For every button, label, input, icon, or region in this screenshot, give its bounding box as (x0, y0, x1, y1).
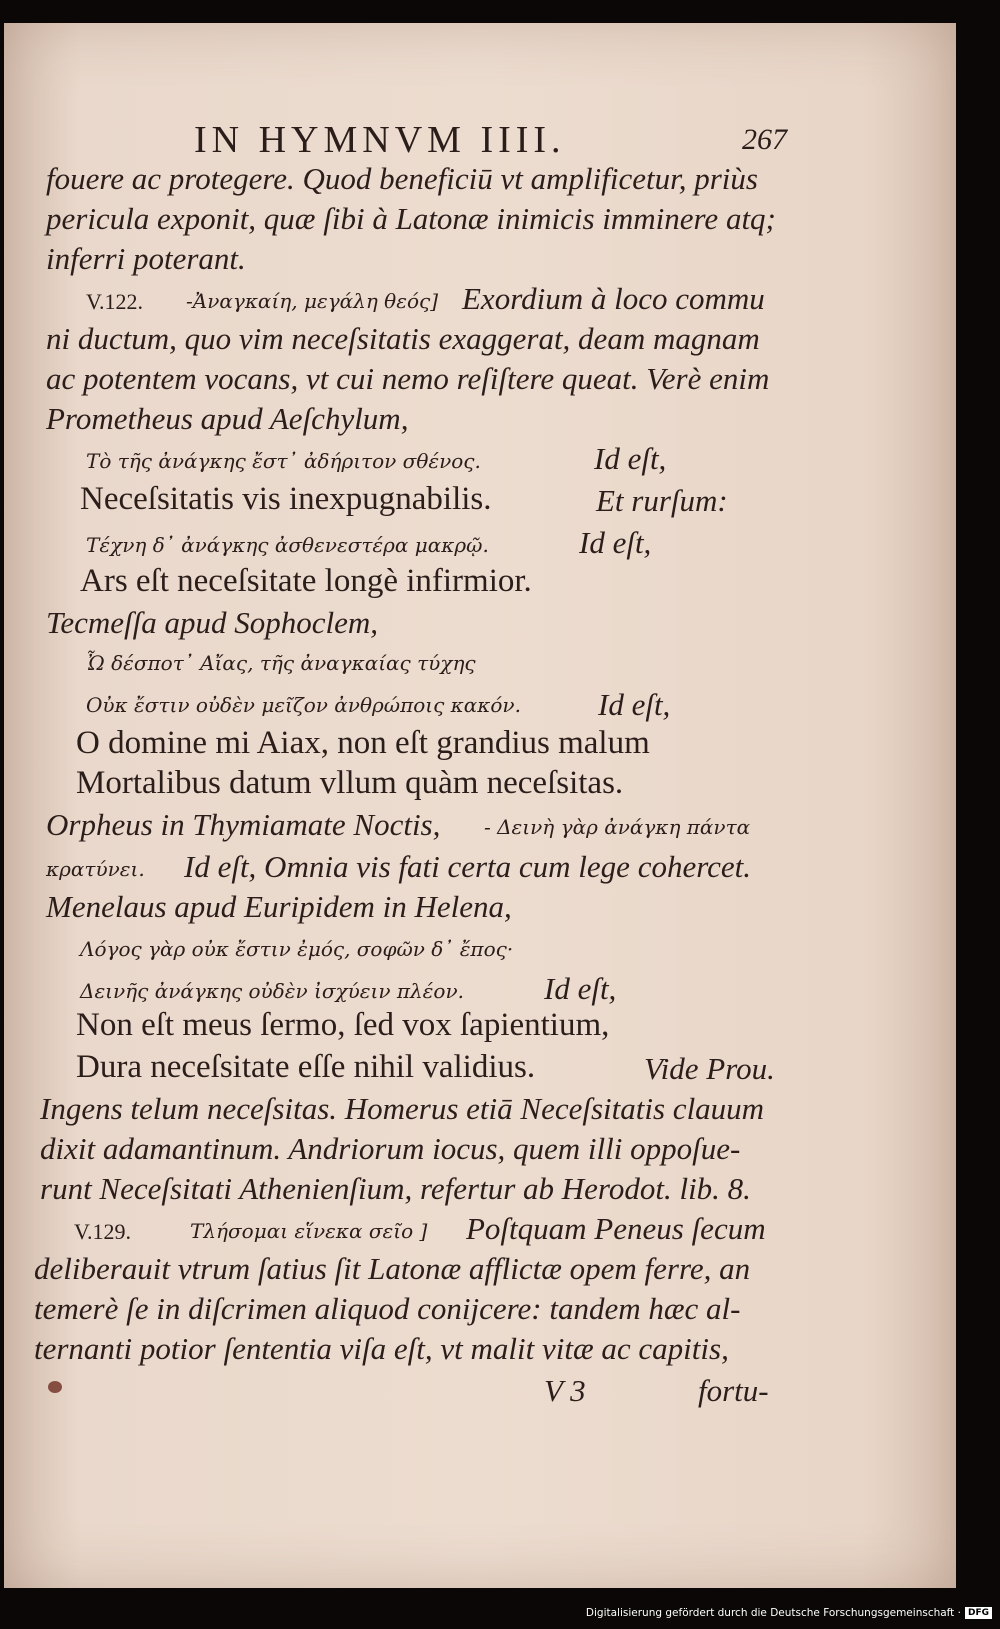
text-line: ni ductum, quo vim neceſsitatis exaggerat, deam magnam (46, 321, 760, 356)
text-line: Orpheus in Thymiamate Noctis, (46, 807, 441, 842)
greek-quotation: Λόγος γὰρ οὐκ ἔστιν ἐμός, σοφῶν δ᾽ ἔπος· (80, 937, 514, 961)
dfg-logo: DFG (965, 1607, 992, 1619)
greek-quotation: Τέχνη δ᾽ ἀνάγκης ἀσθενεστέρα μακρῷ. (86, 533, 489, 557)
latin-translation: Dura neceſsitate eſſe nihil validius. (76, 1049, 536, 1085)
greek-quotation: - Δεινὴ γὰρ ἀνάγκη πάντα (484, 815, 751, 839)
id-est-marker: Id eſt, (544, 971, 617, 1006)
page-number: 267 (742, 123, 787, 156)
greek-lemma: -Ἀναγκαίη, μεγάλη θεός] (186, 289, 439, 313)
verse-reference: V.129. (74, 1219, 132, 1244)
id-est-marker: Id eſt, (594, 441, 667, 476)
text-line: Menelaus apud Euripidem in Helena, (46, 889, 512, 924)
text-line: Id eſt, Omnia vis fati certa cum lege cohercet. (184, 849, 752, 884)
text-line: Et rurſum: (596, 483, 728, 518)
latin-translation: Mortalibus datum vllum quàm neceſsitas. (76, 765, 624, 801)
latin-translation: Ars eſt neceſsitate longè infirmior. (80, 563, 532, 599)
digitization-credit: Digitalisierung gefördert durch die Deutsche Forschungsgemeinschaft · (585, 1607, 961, 1619)
latin-translation: O domine mi Aiax, non eſt grandius malum (76, 725, 650, 761)
text-line: deliberauit vtrum ſatius ſit Latonæ afflictæ opem ferre, an (34, 1251, 751, 1286)
running-head: IN HYMNVM IIII. (194, 119, 566, 161)
catchword: fortu- (698, 1373, 769, 1408)
text-line: Poſtquam Peneus ſecum (466, 1211, 766, 1246)
page-text (4, 23, 956, 1588)
greek-quotation: Οὐκ ἔστιν οὐδὲν μεῖζον ἀνθρώποις κακόν. (86, 693, 521, 717)
greek-quotation: Τὸ τῆς ἀνάγκης ἔστ᾽ ἀδήριτον σθένος. (86, 449, 481, 473)
text-line: temerè ſe in diſcrimen aliquod conijcere: tandem hæc al- (34, 1291, 741, 1326)
greek-quotation: κρατύνει. (46, 857, 145, 881)
id-est-marker: Id eſt, (579, 525, 652, 560)
text-line: ac potentem vocans, vt cui nemo reſiſtere queat. Verè enim (46, 361, 770, 396)
text-line: Vide Prou. (644, 1051, 775, 1086)
signature-mark: V 3 (544, 1373, 586, 1408)
greek-quotation: Ὦ δέσποτ᾽ Αἴας, τῆς ἀναγκαίας τύχης (86, 651, 476, 675)
text-line: runt Neceſsitati Athenienſium, refertur ab Herodot. lib. 8. (40, 1171, 751, 1206)
ink-stain (48, 1381, 62, 1393)
id-est-marker: Id eſt, (598, 687, 671, 722)
verse-reference: V.122. (86, 289, 144, 314)
text-line: Tecmeſſa apud Sophoclem, (46, 605, 379, 640)
text-line: inferri poterant. (46, 241, 246, 276)
digitization-footer (586, 1603, 992, 1623)
latin-translation: Non eſt meus ſermo, ſed vox ſapientium, (76, 1007, 610, 1043)
text-line: Exordium à loco commu (462, 281, 765, 316)
greek-quotation: Δεινῆς ἀνάγκης οὐδὲν ἰσχύειν πλέον. (80, 979, 464, 1003)
latin-translation: Neceſsitatis vis inexpugnabilis. (80, 481, 492, 517)
text-line: Ingens telum neceſsitas. Homerus etiā Neceſsitatis clauum (40, 1091, 765, 1126)
text-line: pericula exponit, quæ ſibi à Latonæ inimicis imminere atq; (46, 201, 776, 236)
book-page (4, 23, 956, 1588)
text-line: dixit adamantinum. Andriorum iocus, quem illi oppoſue- (40, 1131, 741, 1166)
text-line: ternanti potior ſententia viſa eſt, vt malit vitæ ac capitis, (34, 1331, 729, 1366)
greek-lemma: Τλήσομαι εἵνεκα σεῖο ] (190, 1219, 428, 1243)
text-line: Prometheus apud Aeſchylum, (46, 401, 409, 436)
text-line: fouere ac protegere. Quod beneficiū vt amplificetur, priùs (46, 161, 758, 196)
